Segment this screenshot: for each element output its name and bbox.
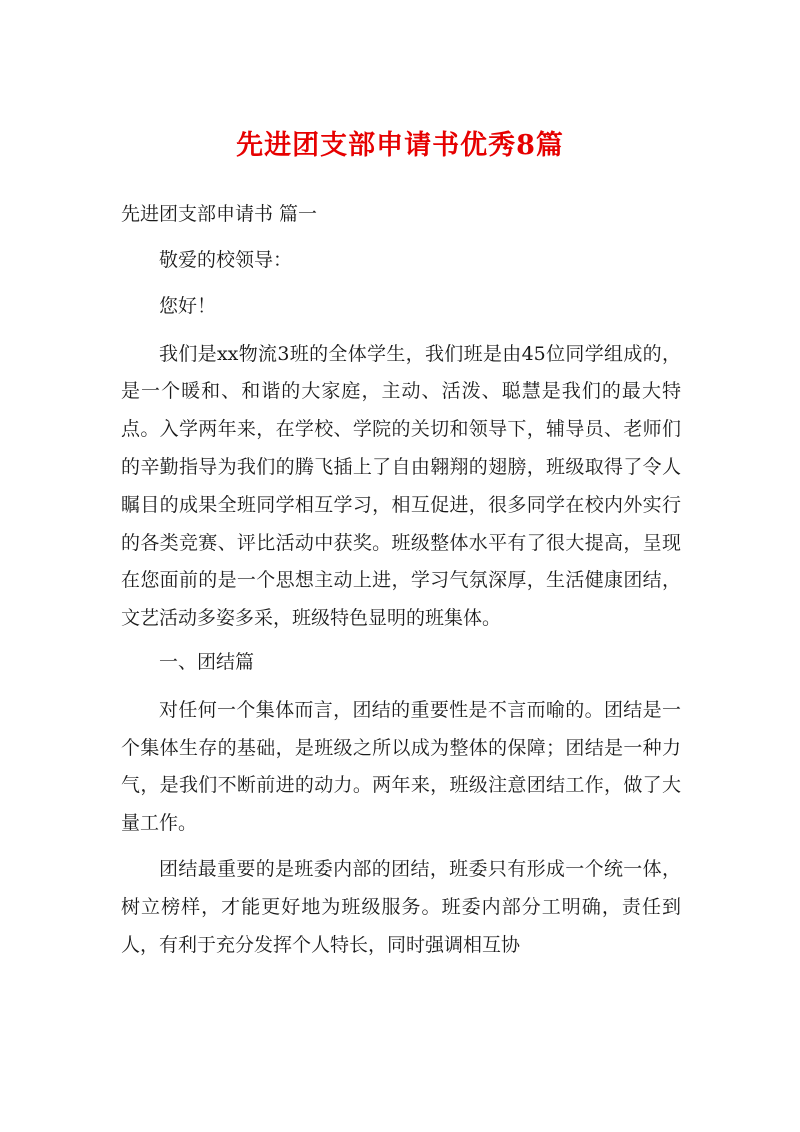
salutation: 敬爱的校领导： — [159, 249, 293, 271]
section-heading: 先进团支部申请书 篇一 — [121, 203, 318, 225]
paragraph-unity: 对任何一个集体而言，团结的重要性是不言而喻的。团结是一个集体生存的基础，是班级之所以成为整体的保障；团结是一种力气，是我们不断前进的动力。两年来，班级注意团结工作，做了大量工作。 — [121, 698, 681, 835]
paragraph-committee: 团结最重要的是班委内部的团结，班委只有形成一个统一体，树立榜样，才能更好地为班级服务。班委内部分工明确，责任到人，有利于充分发挥个人特长，同时强调相互协 — [121, 857, 681, 956]
paragraph-intro: 我们是xx物流3班的全体学生，我们班是由45位同学组成的，是一个暖和、和谐的大家庭，主动、活泼、聪慧是我们的最大特点。入学两年来，在学校、学院的关切和领导下，辅导员、老师们的辛勤指导为我们的腾飞插上了自由翱翔的翅膀，班级取得了令人瞩目的成果全班同学相互学习，相互促进，很多同学在校内外实行的各类竞赛、评比活动中获奖。班级整体水平有了很大提高，呈现在您面前的是一个思想主动上进，学习气氛深厚，生活健康团结，文艺活动多姿多采，班级特色显明的班集体。 — [121, 342, 681, 630]
subheading-unity: 一、团结篇 — [159, 650, 255, 673]
document-title: 先进团支部申请书优秀8篇 — [236, 130, 564, 161]
greeting: 您好！ — [159, 294, 217, 317]
document-body — [121, 197, 681, 964]
